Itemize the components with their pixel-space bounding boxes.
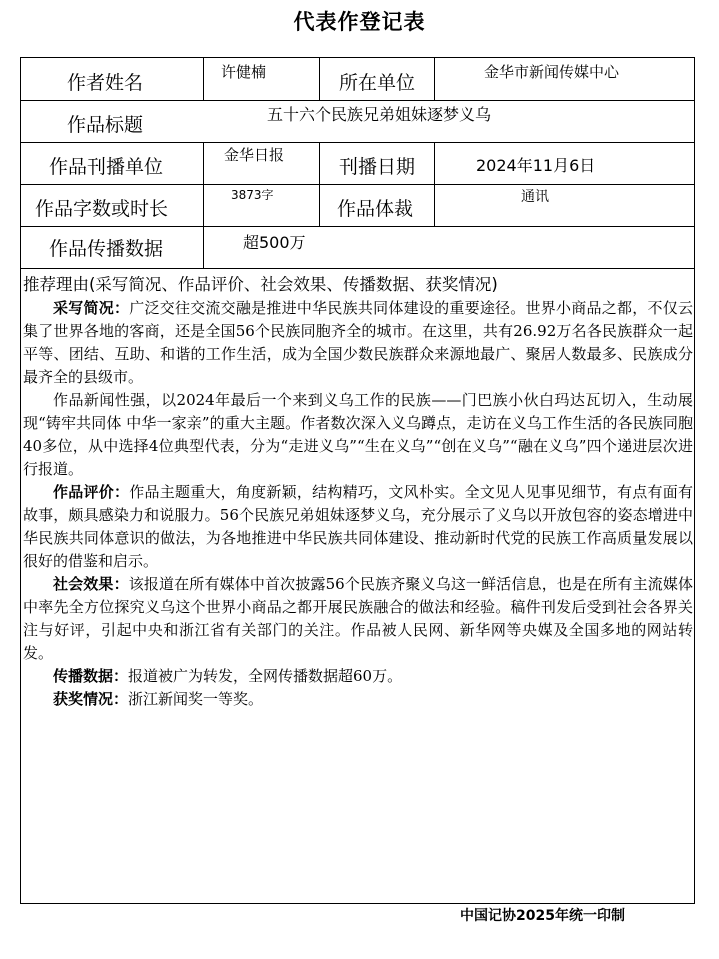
- date-label: 刊播日期: [339, 156, 416, 178]
- date-value: 2024年11月6日: [476, 156, 596, 175]
- row-divider: [21, 226, 694, 227]
- spread-value: 超500万: [243, 233, 306, 252]
- spread-data-text: 报道被广为转发，全网传播数据超60万。: [128, 667, 403, 685]
- writing-label: 采写简况：: [53, 299, 130, 317]
- spread-data-label: 传播数据：: [53, 667, 129, 685]
- award-label: 获奖情况：: [53, 690, 129, 708]
- effect-text: 该报道在所有媒体中首次披露56个民族齐聚义乌这一鲜活信息，也是在所有主流媒体中率先全方位探究义乌这个世界小商品之都开展民族融合的做法和经验。稿件刊发后受到社会各界关注与好评，引起中央和浙江省有关部门的关注。作品被人民网、新华网等央媒及全国多地的网站转发。: [23, 575, 693, 662]
- unit-value: 金华市新闻传媒中心: [484, 63, 620, 81]
- col-divider: [319, 58, 320, 100]
- publisher-label: 作品刊播单位: [49, 156, 164, 178]
- row-divider: [21, 184, 694, 185]
- genre-label: 作品体裁: [337, 198, 414, 220]
- effect-paragraph: [23, 573, 693, 665]
- recommendation-section: [23, 273, 693, 711]
- evaluation-text: 作品主题重大，角度新颖，结构精巧，文风朴实。全文见人见事见细节，有点有面有故事，颇具感染力和说服力。56个民族兄弟姐妹逐梦义乌，充分展示了义乌以开放包容的姿态增进中华民族共同体意识的做法，为各地推进中华民族共同体建设、推动新时代党的民族工作高质量发展以很好的借鉴和启示。: [23, 483, 693, 570]
- evaluation-label: 作品评价：: [53, 483, 130, 501]
- registration-form: [20, 57, 695, 904]
- effect-label: 社会效果：: [53, 575, 129, 593]
- spread-paragraph: [23, 665, 693, 688]
- writing-paragraph-2: 作品新闻性强，以2024年最后一个来到义乌工作的民族——门巴族小伙白玛达瓦切入，生动展现“铸牢共同体 中华一家亲”的重大主题。作者数次深入义乌蹲点，走访在义乌工作生活的各民族同胞40多位，从中选择4位典型代表，分为“走进义乌”“生在义乌”“创在义乌”“融在义乌”四个递进层次进行报道。: [23, 391, 693, 478]
- work-title-label: 作品标题: [67, 114, 144, 136]
- spread-label: 作品传播数据: [49, 238, 164, 260]
- author-label: 作者姓名: [67, 72, 144, 94]
- length-value: 3873字: [231, 188, 274, 202]
- print-footer: 中国记协2025年统一印制: [460, 908, 625, 924]
- author-value: 许健楠: [221, 63, 267, 81]
- work-title-value: 五十六个民族兄弟姐妹逐梦义乌: [267, 105, 492, 124]
- col-divider: [434, 142, 435, 226]
- unit-label: 所在单位: [339, 72, 416, 94]
- row-divider: [21, 268, 694, 269]
- row-divider: [21, 100, 694, 101]
- genre-value: 通讯: [521, 189, 549, 205]
- recommendation-heading: 推荐理由(采写简况、作品评价、社会效果、传播数据、获奖情况): [23, 275, 498, 294]
- evaluation-paragraph: [23, 481, 693, 573]
- row-divider: [21, 142, 694, 143]
- writing-paragraph: [23, 297, 693, 389]
- writing-text: 广泛交往交流交融是推进中华民族共同体建设的重要途径。世界小商品之都，不仅云集了世界各地的客商，还是全国56个民族同胞齐全的城市。在这里，共有26.92万名各民族群众一起平等、团结、互助、和谐的工作生活，成为全国少数民族群众来源地最广、聚居人数最多、民族成分最齐全的县级市。: [23, 299, 693, 386]
- col-divider: [203, 58, 204, 100]
- col-divider: [319, 142, 320, 226]
- publisher-value: 金华日报: [224, 146, 285, 164]
- award-text: 浙江新闻奖一等奖。: [128, 690, 264, 708]
- length-label: 作品字数或时长: [35, 198, 169, 220]
- page-title: 代表作登记表: [293, 10, 426, 34]
- award-paragraph: [23, 688, 693, 711]
- col-divider: [434, 58, 435, 100]
- col-divider: [203, 142, 204, 268]
